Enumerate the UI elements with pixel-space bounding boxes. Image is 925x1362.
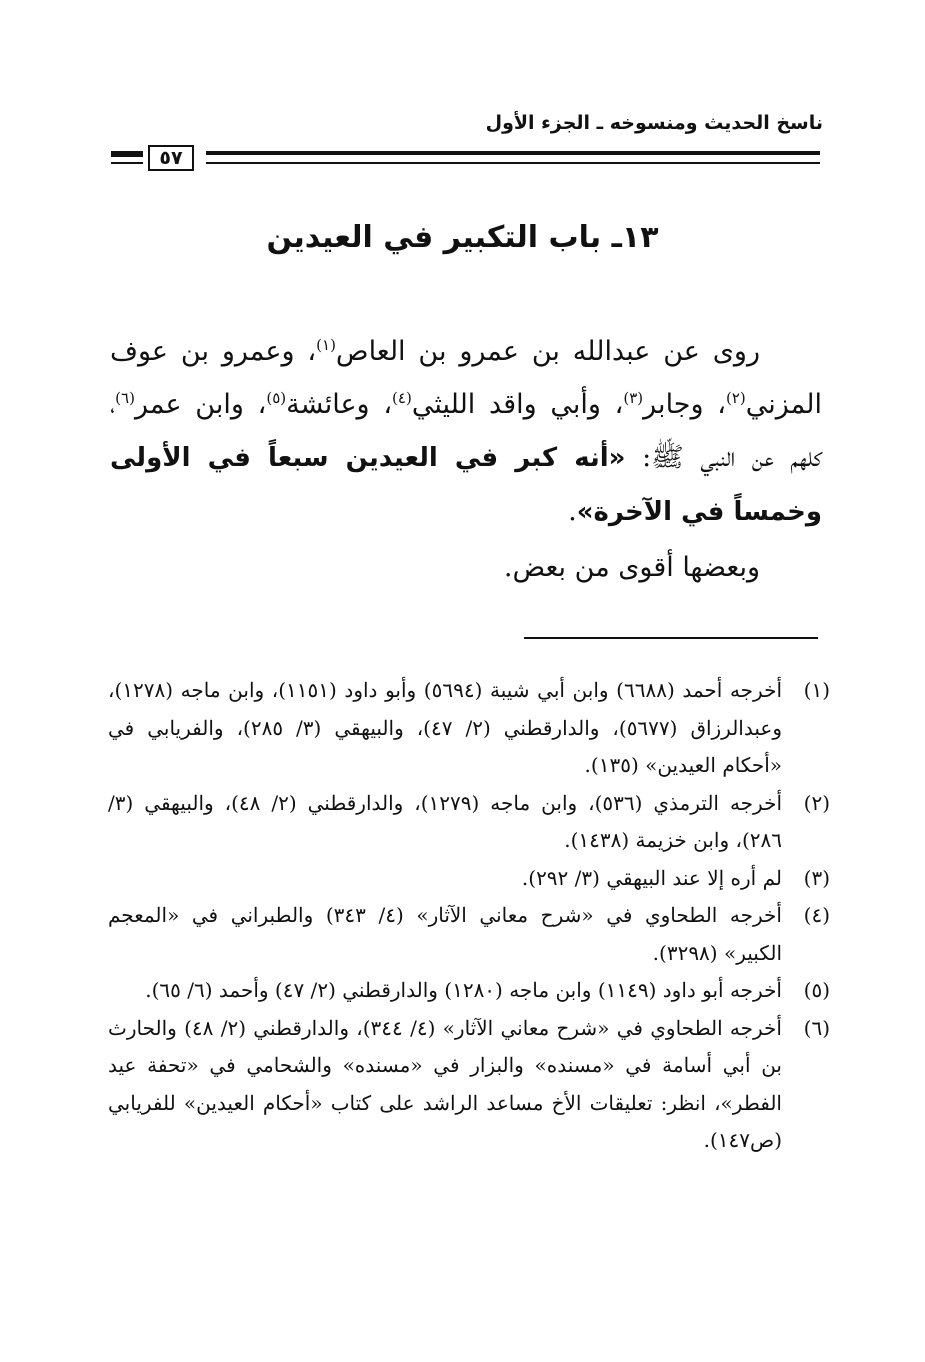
footnote-separator — [524, 637, 818, 639]
footnote-text: أخرجه الطحاوي في «شرح معاني الآثار» (٤/ ٣٤٣) والطبراني في «المعجم الكبير» (٣٢٩٨). — [108, 903, 782, 965]
footnote-item — [108, 1010, 830, 1160]
text-run: ، وجابر — [643, 389, 726, 420]
footnote-ref: (٢) — [725, 389, 746, 407]
text-run: ، كلهم عن النبي ﷺ: — [110, 389, 822, 473]
footnote-ref: (٦) — [115, 389, 135, 407]
hadith-quote: «أنه كبر في العيدين سبعاً في الأولى وخمساً في الآخرة» — [110, 443, 822, 527]
chapter-title: ١٣ـ باب التكبير في العيدين — [266, 220, 659, 255]
footnote-ref: (٤) — [392, 389, 412, 407]
header-rule-right-thin — [206, 162, 820, 164]
footnote-ref: (١) — [316, 336, 336, 354]
footnote-item — [108, 785, 830, 860]
header-rule-left-thin — [111, 162, 143, 164]
text-run: ، وابن عمر — [134, 389, 267, 420]
footnote-number: (١) — [803, 678, 830, 702]
footnote-text: أخرجه أحمد (٦٦٨٨) وابن أبي شيبة (٥٦٩٤) وأبو داود (١١٥١)، وابن ماجه (١٢٧٨)، وعبدالرزاق (٥٦٧٧)، والدارقطني (٢/ ٤٧)، والبيهقي (٣/ ٢٨٥)، والفريابي في «أحكام العيدين» (١٣٥). — [108, 678, 783, 777]
footnote-number: (٦) — [803, 1015, 830, 1040]
footnote-text: أخرجه أبو داود (١١٤٩) وابن ماجه (١٢٨٠) والدارقطني (٢/ ٤٧) وأحمد (٦/ ٦٥). — [145, 978, 782, 1002]
header-rule-right — [206, 151, 820, 155]
footnote-number: (٤) — [803, 903, 830, 927]
text-run: . — [568, 496, 577, 527]
footnote-text: أخرجه الطحاوي في «شرح معاني الآثار» (٤/ ٣٤٤)، والدارقطني (٢/ ٤٨) والحارث بن أبي أسامة في «مسنده» والبزار في «مسنده» والشحامي في «تحفة عيد الفطر»، انظر: تعليقات الأخ مساعد الراشد على كتاب «أحكام العيدين» للفريابي (ص١٤٧). — [108, 1015, 782, 1152]
footnote-text: أخرجه الترمذي (٥٣٦)، وابن ماجه (١٢٧٩)، والدارقطني (٢/ ٤٨)، والبيهقي (٣/ ٢٨٦)، وابن خزيمة (١٤٣٨). — [108, 790, 782, 852]
running-header-title: ناسخ الحديث ومنسوخه ـ الجزء الأول — [485, 112, 823, 134]
text-run: ، وعائشة — [286, 389, 393, 420]
header-rule-left — [111, 151, 143, 157]
footnotes-section — [108, 672, 830, 1160]
footnote-item — [108, 672, 830, 785]
footnote-item — [108, 972, 830, 1010]
footnote-text: لم أره إلا عند البيهقي (٣/ ٢٩٢). — [521, 865, 782, 890]
second-paragraph: وبعضها أقوى من بعض. — [503, 552, 760, 583]
footnote-number: (٣) — [803, 865, 830, 890]
footnote-number: (٥) — [803, 978, 830, 1002]
footnote-item — [108, 860, 830, 898]
text-run: ، وعمرو بن عوف المزني — [110, 336, 823, 420]
page-number: ٥٧ — [148, 145, 194, 171]
main-paragraph — [110, 325, 822, 539]
footnote-ref: (٥) — [266, 389, 287, 407]
text-run: روى عن عبدالله بن عمرو بن العاص — [335, 336, 760, 367]
footnote-ref: (٣) — [623, 389, 644, 407]
footnote-item — [108, 897, 830, 972]
text-run: ، وأبي واقد الليثي — [411, 389, 624, 420]
footnote-number: (٢) — [803, 790, 830, 815]
main-text — [110, 325, 822, 594]
